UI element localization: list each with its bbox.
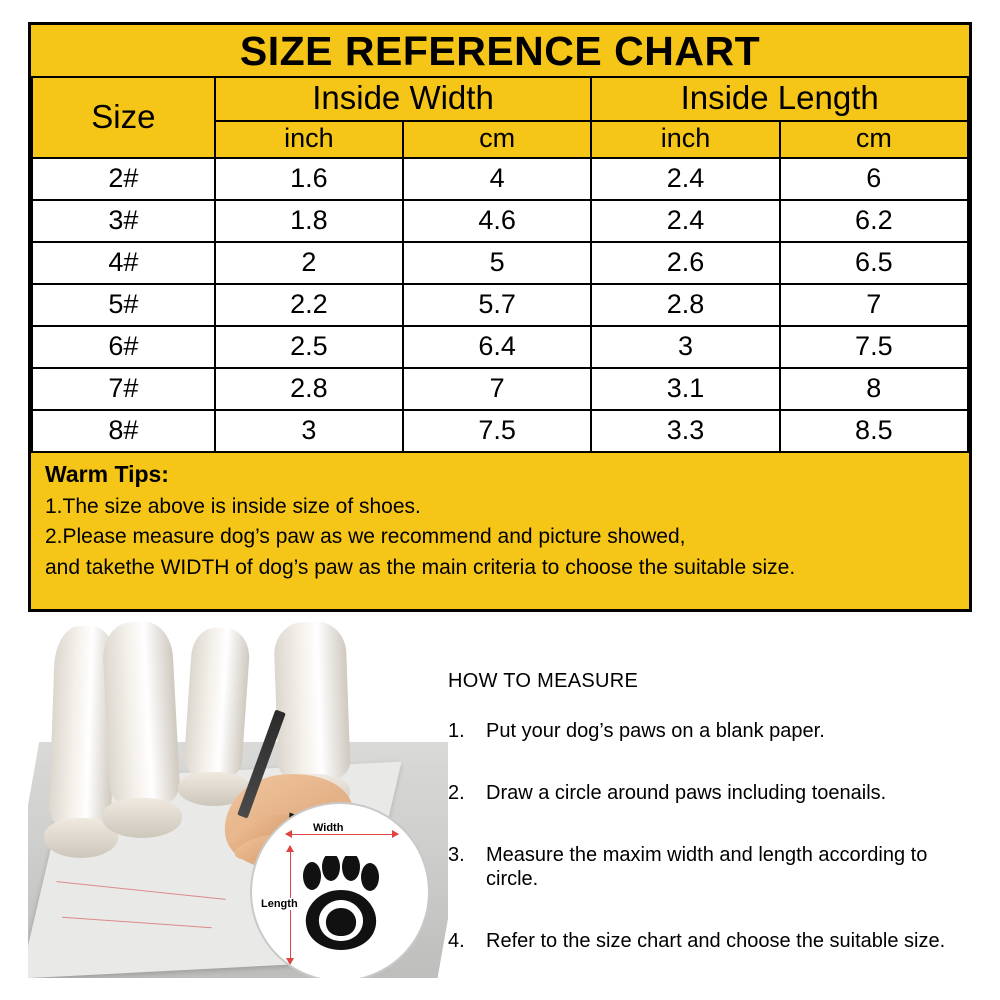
list-item	[448, 929, 972, 953]
column-header-length-cm: cm	[780, 121, 968, 158]
dog-paw	[102, 798, 182, 838]
paw-print-icon	[298, 856, 384, 952]
cell-width-inch: 2.2	[215, 284, 403, 326]
cell-length-cm: 7	[780, 284, 968, 326]
cell-width-inch: 2.8	[215, 368, 403, 410]
warm-tip-line: 2.Please measure dog’s paw as we recommend and picture showed,	[45, 525, 686, 549]
instructions-panel	[448, 670, 972, 991]
dog-leg	[101, 622, 181, 809]
cell-width-inch: 3	[215, 410, 403, 452]
cell-length-cm: 6.2	[780, 200, 968, 242]
cell-size: 8#	[32, 410, 215, 452]
step-number: 3.	[448, 844, 465, 866]
list-item	[448, 719, 972, 743]
cell-length-inch: 2.4	[591, 200, 779, 242]
width-measure-arrow	[286, 834, 398, 835]
table-row	[32, 410, 968, 452]
table-row	[32, 326, 968, 368]
cell-length-cm: 8	[780, 368, 968, 410]
cell-size: 7#	[32, 368, 215, 410]
table-row	[32, 368, 968, 410]
table-row	[32, 242, 968, 284]
step-text: Refer to the size chart and choose the suitable size.	[486, 930, 946, 952]
cell-length-cm: 6	[780, 158, 968, 200]
instructions-list	[448, 719, 972, 953]
cell-width-cm: 6.4	[403, 326, 591, 368]
cell-width-inch: 1.8	[215, 200, 403, 242]
cell-width-cm: 5.7	[403, 284, 591, 326]
dog-paw-measuring-photo	[28, 622, 448, 978]
step-text: Put your dog’s paws on a blank paper.	[486, 720, 825, 742]
cell-length-inch: 2.4	[591, 158, 779, 200]
column-header-inside-length: Inside Length	[591, 77, 968, 121]
width-label: Width	[310, 822, 346, 834]
table-row	[32, 158, 968, 200]
list-item	[448, 843, 972, 891]
step-number: 2.	[448, 782, 465, 804]
cell-size: 3#	[32, 200, 215, 242]
length-label: Length	[258, 898, 301, 910]
cell-length-cm: 7.5	[780, 326, 968, 368]
cell-size: 2#	[32, 158, 215, 200]
cell-width-cm: 5	[403, 242, 591, 284]
cell-length-inch: 2.6	[591, 242, 779, 284]
cell-length-cm: 6.5	[780, 242, 968, 284]
table-header-row-1	[32, 77, 968, 121]
list-item	[448, 781, 972, 805]
size-chart-table	[31, 76, 969, 453]
warm-tips-section	[31, 453, 969, 583]
column-header-inside-width: Inside Width	[215, 77, 592, 121]
cell-size: 6#	[32, 326, 215, 368]
column-header-length-inch: inch	[591, 121, 779, 158]
cell-width-inch: 2.5	[215, 326, 403, 368]
cell-length-inch: 2.8	[591, 284, 779, 326]
size-reference-chart-panel	[28, 22, 972, 612]
how-to-measure-section	[28, 622, 972, 978]
column-header-width-cm: cm	[403, 121, 591, 158]
warm-tip-line: and takethe WIDTH of dog’s paw as the main criteria to choose the suitable size.	[45, 555, 796, 579]
column-header-width-inch: inch	[215, 121, 403, 158]
table-row	[32, 284, 968, 326]
column-header-size: Size	[32, 77, 215, 158]
dog-leg	[183, 626, 251, 780]
warm-tips-title: Warm Tips:	[45, 461, 169, 488]
step-text: Measure the maxim width and length according to circle.	[486, 844, 928, 890]
table-row	[32, 200, 968, 242]
cell-width-inch: 2	[215, 242, 403, 284]
cell-width-cm: 4	[403, 158, 591, 200]
page-title: SIZE REFERENCE CHART	[239, 28, 761, 74]
cell-length-inch: 3	[591, 326, 779, 368]
cell-length-inch: 3.3	[591, 410, 779, 452]
measurement-diagram-inset	[250, 802, 430, 978]
cell-width-cm: 4.6	[403, 200, 591, 242]
cell-width-cm: 7	[403, 368, 591, 410]
step-number: 1.	[448, 720, 465, 742]
instructions-title: HOW TO MEASURE	[448, 670, 639, 692]
cell-size: 4#	[32, 242, 215, 284]
cell-length-inch: 3.1	[591, 368, 779, 410]
cell-width-inch: 1.6	[215, 158, 403, 200]
cell-length-cm: 8.5	[780, 410, 968, 452]
cell-size: 5#	[32, 284, 215, 326]
step-number: 4.	[448, 930, 465, 952]
dog-leg	[273, 622, 351, 783]
warm-tip-line: 1.The size above is inside size of shoes.	[45, 495, 421, 519]
cell-width-cm: 7.5	[403, 410, 591, 452]
step-text: Draw a circle around paws including toenails.	[486, 782, 887, 804]
